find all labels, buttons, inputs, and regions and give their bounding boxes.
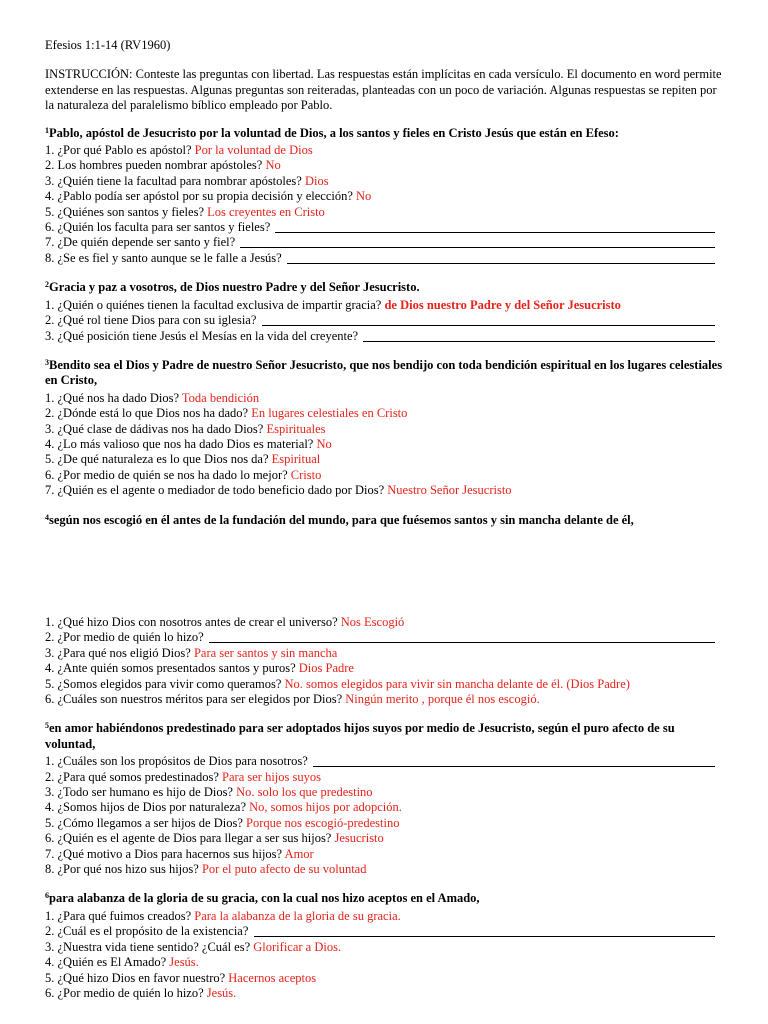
question-text: 5. ¿Cómo llegamos a ser hijos de Dios? <box>45 815 247 830</box>
document-page <box>45 38 725 1015</box>
answer-blank-line[interactable] <box>287 251 715 264</box>
verse-text <box>45 891 725 906</box>
answer-text[interactable]: Nuestro Señor Jesucristo <box>387 483 512 498</box>
question-text: 2. ¿Por medio de quién lo hizo? <box>45 630 207 645</box>
sections-container <box>45 126 725 1002</box>
answer-text[interactable]: Jesús. <box>206 985 237 1000</box>
question-row <box>45 754 725 769</box>
answer-blank-line[interactable] <box>254 924 715 937</box>
question-text: 5. ¿Somos elegidos para vivir como queramos? <box>45 676 285 691</box>
question-row <box>45 205 725 220</box>
answer-text[interactable]: Dios <box>304 173 329 188</box>
question-row <box>45 816 725 831</box>
answer-text[interactable]: Jesucristo <box>334 831 384 846</box>
question-text: 6. ¿Cuáles son nuestros méritos para ser elegidos por Dios? <box>45 692 346 706</box>
answer-blank-line[interactable] <box>275 220 715 233</box>
answer-text[interactable]: Amor <box>284 846 314 861</box>
question-text: 6. ¿Por medio de quién lo hizo? <box>45 985 207 1000</box>
answer-text[interactable]: No. solo los que predestino <box>236 785 373 800</box>
verse-text <box>45 513 725 528</box>
question-row <box>45 800 725 815</box>
document-title: Efesios 1:1-14 (RV1960) <box>45 38 171 52</box>
question-row <box>45 831 725 846</box>
question-row <box>45 422 725 437</box>
question-row <box>45 329 725 344</box>
question-text: 6. ¿Quién es el agente de Dios para llegar a ser sus hijos? <box>45 831 335 846</box>
question-row <box>45 158 725 173</box>
question-text: 5. ¿Quiénes son santos y fieles? <box>45 204 208 219</box>
answer-text[interactable]: Por el puto afecto de su voluntad <box>201 862 367 877</box>
verse-text <box>45 280 725 295</box>
question-row <box>45 220 725 235</box>
question-row <box>45 313 725 328</box>
answer-text[interactable]: Espiritual <box>271 452 321 467</box>
answer-text[interactable]: Para la alabanza de la gloria de su gracia. <box>194 908 401 923</box>
answer-text[interactable]: No, somos hijos por adopción. <box>249 800 402 815</box>
question-row <box>45 646 725 661</box>
answer-text[interactable]: Para ser hijos suyos <box>222 769 321 784</box>
question-row <box>45 174 725 189</box>
verse-section-5 <box>45 721 725 877</box>
answer-text[interactable]: Porque nos escogió-predestino <box>246 815 400 830</box>
question-text: 1. ¿Quién o quiénes tienen la facultad exclusiva de impartir gracia? <box>45 297 385 312</box>
question-row <box>45 862 725 877</box>
verse-number: 6 <box>45 891 49 901</box>
question-text: 3. ¿Todo ser humano es hijo de Dios? <box>45 785 237 800</box>
question-row <box>45 692 725 707</box>
question-text: 7. ¿Quién es el agente o mediador de todo beneficio dado por Dios? <box>45 483 388 498</box>
question-row <box>45 143 725 158</box>
answer-text[interactable]: No <box>265 158 281 173</box>
question-text: 4. ¿Quién es El Amado? <box>45 955 170 970</box>
answer-blank-line[interactable] <box>363 329 715 342</box>
question-row <box>45 677 725 692</box>
verse-body: según nos escogió en él antes de la fundación del mundo, para que fuésemos santos y sin mancha delante de él, <box>49 512 634 527</box>
answer-text[interactable]: Cristo <box>290 467 322 482</box>
question-row <box>45 468 725 483</box>
question-text: 6. ¿Quién los faculta para ser santos y fieles? <box>45 220 274 235</box>
question-row <box>45 785 725 800</box>
verse-body: en amor habiéndonos predestinado para ser adoptados hijos suyos por medio de Jesucristo, según el puro afecto de su voluntad, <box>45 721 675 751</box>
verse-text <box>45 721 725 752</box>
question-text: 4. ¿Pablo podía ser apóstol por su propia decisión y elección? <box>45 189 357 204</box>
question-text: 8. ¿Se es fiel y santo aunque se le falle a Jesús? <box>45 250 285 265</box>
question-text: 1. ¿Para qué fuimos creados? <box>45 908 195 923</box>
question-text: 4. ¿Somos hijos de Dios por naturaleza? <box>45 800 250 815</box>
verse-body: Gracia y paz a vosotros, de Dios nuestro Padre y del Señor Jesucristo. <box>49 280 420 295</box>
question-text: 5. ¿De qué naturaleza es lo que Dios nos da? <box>45 452 272 467</box>
question-text: 1. ¿Qué nos ha dado Dios? <box>45 390 182 405</box>
question-text: 3. ¿Nuestra vida tiene sentido? ¿Cuál es? <box>45 939 254 954</box>
answer-text[interactable]: Espirituales <box>266 421 326 436</box>
question-text: 2. ¿Dónde está lo que Dios nos ha dado? <box>45 406 252 421</box>
question-row <box>45 986 725 1001</box>
verse-section-2 <box>45 280 725 344</box>
answer-text[interactable]: En lugares celestiales en Cristo <box>251 406 408 421</box>
question-text: 3. ¿Qué clase de dádivas nos ha dado Dios? <box>45 421 267 436</box>
answer-text[interactable]: Nos Escogió <box>340 614 405 629</box>
answer-text[interactable]: Por la voluntad de Dios <box>194 143 313 158</box>
question-row <box>45 189 725 204</box>
question-row <box>45 661 725 676</box>
verse-text <box>45 358 725 389</box>
verse-number: 3 <box>45 357 49 367</box>
question-row <box>45 452 725 467</box>
verse-section-1 <box>45 126 725 267</box>
question-row <box>45 955 725 970</box>
instruction-paragraph: INSTRUCCIÓN: Conteste las preguntas con libertad. Las respuestas están implícitas en cada versículo. El documento en word permite extenderse en las respuestas. Algunas preguntas son reiteradas, planteadas con un poco de variación. Algunas respuestas se repiten por la naturaleza del paralelismo bíblico empleado por Pablo. <box>45 67 722 113</box>
question-text: 7. ¿De quién depende ser santo y fiel? <box>45 235 239 250</box>
verse-section-6 <box>45 891 725 1001</box>
question-text: 4. ¿Lo más valioso que nos ha dado Dios es material? <box>45 436 317 451</box>
question-text: 7. ¿Qué motivo a Dios para hacernos sus hijos? <box>45 846 285 861</box>
answer-text[interactable]: Toda bendición <box>181 390 260 405</box>
verse-section-3 <box>45 358 725 499</box>
question-row <box>45 615 725 630</box>
verse-section-4 <box>45 513 725 708</box>
question-row <box>45 483 725 498</box>
verse-number: 2 <box>45 280 49 290</box>
question-text: 3. ¿Qué posición tiene Jesús el Mesías en la vida del creyente? <box>45 328 362 343</box>
question-text: 2. ¿Para qué somos predestinados? <box>45 769 223 784</box>
answer-text[interactable]: Ningún merito , porque él nos escogió. <box>345 692 540 706</box>
question-row <box>45 924 725 939</box>
question-text: 1. ¿Qué hizo Dios con nosotros antes de crear el universo? <box>45 614 341 629</box>
answer-text[interactable]: de Dios nuestro Padre y del Señor Jesucristo <box>384 297 621 312</box>
answer-text[interactable]: No <box>316 436 332 451</box>
answer-text[interactable]: No <box>356 189 372 204</box>
question-text: 3. ¿Para qué nos eligió Dios? <box>45 645 194 660</box>
question-row <box>45 437 725 452</box>
question-text: 5. ¿Qué hizo Dios en favor nuestro? <box>45 970 229 985</box>
verse-body: para alabanza de la gloria de su gracia, con la cual nos hizo aceptos en el Amado, <box>49 891 480 906</box>
question-text: 8. ¿Por qué nos hizo sus hijos? <box>45 862 202 877</box>
verse-body: Bendito sea el Dios y Padre de nuestro Señor Jesucristo, que nos bendijo con toda bendición espiritual en los lugares celestiales en Cristo, <box>45 357 723 388</box>
answer-text[interactable]: Dios Padre <box>298 661 354 676</box>
question-text: 2. ¿Qué rol tiene Dios para con su iglesia? <box>45 313 260 328</box>
answer-text[interactable]: Hacernos aceptos <box>228 970 317 985</box>
question-row <box>45 847 725 862</box>
question-row <box>45 391 725 406</box>
question-text: 1. ¿Por qué Pablo es apóstol? <box>45 143 195 158</box>
question-row <box>45 909 725 924</box>
answer-text[interactable]: Para ser santos y sin mancha <box>193 645 338 660</box>
question-text: 6. ¿Por medio de quién se nos ha dado lo mejor? <box>45 467 291 482</box>
spacer <box>45 530 725 615</box>
question-row <box>45 770 725 785</box>
verse-text <box>45 126 725 141</box>
answer-blank-line[interactable] <box>240 235 715 248</box>
question-text: 2. ¿Cuál es el propósito de la existencia? <box>45 924 252 939</box>
question-row <box>45 251 725 266</box>
question-text: 4. ¿Ante quién somos presentados santos y puros? <box>45 661 299 676</box>
answer-text[interactable]: Glorificar a Dios. <box>253 939 342 954</box>
verse-number: 4 <box>45 512 49 522</box>
question-text: 3. ¿Quién tiene la facultad para nombrar apóstoles? <box>45 173 305 188</box>
verse-number: 5 <box>45 721 49 731</box>
answer-blank-line[interactable] <box>262 313 715 326</box>
answer-text[interactable]: No. somos elegidos para vivir sin mancha delante de él. (Dios Padre) <box>284 676 630 691</box>
question-text: 2. Los hombres pueden nombrar apóstoles? <box>45 158 266 173</box>
question-row <box>45 406 725 421</box>
answer-blank-line[interactable] <box>313 754 715 767</box>
answer-blank-line[interactable] <box>209 630 715 643</box>
question-row <box>45 630 725 645</box>
question-row <box>45 971 725 986</box>
question-row <box>45 940 725 955</box>
question-row <box>45 298 725 313</box>
question-row <box>45 235 725 250</box>
verse-body: Pablo, apóstol de Jesucristo por la voluntad de Dios, a los santos y fieles en Cristo Jesús que están en Efeso: <box>49 125 619 140</box>
answer-text[interactable]: Los creyentes en Cristo <box>207 204 325 219</box>
answer-text[interactable]: Jesús. <box>169 955 199 970</box>
question-text: 1. ¿Cuáles son los propósitos de Dios para nosotros? <box>45 754 311 769</box>
verse-number: 1 <box>45 125 49 135</box>
